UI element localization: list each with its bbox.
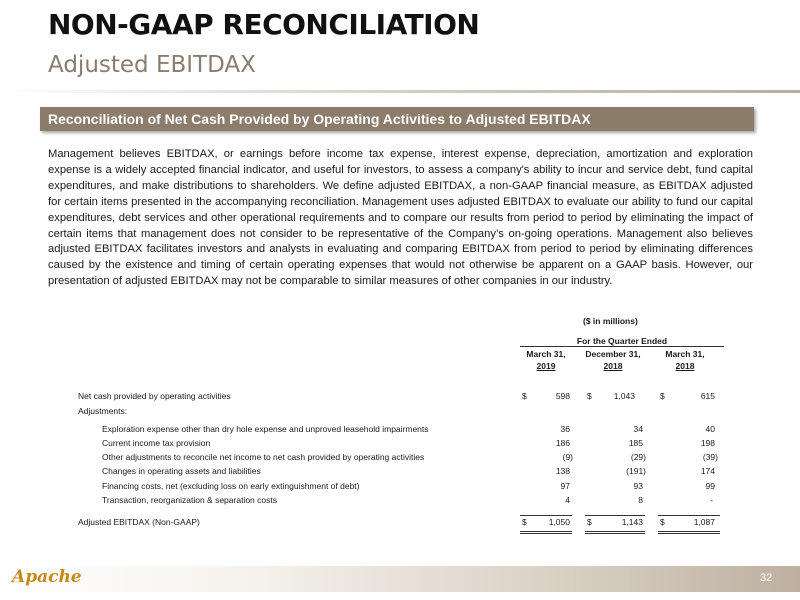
value-q1-2018: (39) bbox=[702, 452, 718, 462]
table-row-net-cash bbox=[0, 391, 800, 405]
page-number: 32 bbox=[760, 572, 773, 584]
units-label: ($ in millions) bbox=[583, 316, 638, 326]
row-label: Adjusted EBITDAX (Non-GAAP) bbox=[78, 517, 200, 527]
value-q1-2018: 99 bbox=[705, 481, 715, 491]
value-q1-2018: - bbox=[710, 495, 713, 505]
currency-sign: $ bbox=[660, 391, 665, 401]
value-q1-2019: 138 bbox=[555, 466, 570, 476]
table-row-total bbox=[0, 517, 800, 531]
value-q4-2018: (29) bbox=[630, 452, 646, 462]
row-label: Financing costs, net (excluding loss on early extinguishment of debt) bbox=[102, 481, 360, 491]
value-q4-2018: (191) bbox=[626, 466, 646, 476]
value-q1-2019: 186 bbox=[555, 438, 570, 448]
page-title: NON-GAAP RECONCILIATION bbox=[48, 8, 480, 41]
currency-sign: $ bbox=[587, 391, 592, 401]
row-label: Changes in operating assets and liabilities bbox=[102, 466, 261, 476]
table-row-adjustment bbox=[0, 452, 800, 466]
column-year: 2018 bbox=[675, 361, 695, 371]
column-date: March 31, bbox=[526, 349, 566, 359]
section-banner-text: Reconciliation of Net Cash Provided by Operating Activities to Adjusted EBITDAX bbox=[48, 111, 591, 127]
value-q1-2018: 174 bbox=[700, 466, 715, 476]
column-header-q4-2018 bbox=[581, 348, 645, 372]
page-subtitle: Adjusted EBITDAX bbox=[48, 52, 256, 78]
value-q1-2018: 615 bbox=[700, 391, 715, 401]
currency-sign: $ bbox=[660, 517, 665, 527]
value-q4-2018: 8 bbox=[638, 495, 643, 505]
value-q4-2018: 34 bbox=[633, 424, 643, 434]
description-paragraph: Management believes EBITDAX, or earnings before income tax expense, interest expense, depreciation, amortization and exploration expense is a widely accepted financial indicator, and useful for investors, to assess a company's ability to incur and service debt, fund capital expenditures, and make distributions to shareholders. We define adjusted EBITDAX, a non-GAAP financial measure, as EBITDAX adjusted for certain items presented in the accompanying reconciliation. Management uses adjusted EBITDAX to evaluate our ability to fund our capital expenditures, debt services and other operational requirements and to compare our results from period to period by eliminating the impact of certain items that management does not consider to be representative of the Company’s on-going operations. Management also believes adjusted EBITDAX facilitates investors and analysts in evaluating and comparing EBITDAX from period to period by eliminating differences caused by the existence and timing of certain operating expenses that would not otherwise be apparent on a GAAP basis. However, our presentation of adjusted EBITDAX may not be comparable to similar measures of other companies in our industry. bbox=[48, 148, 753, 288]
value-q1-2019: (9) bbox=[562, 452, 573, 462]
column-year: 2019 bbox=[536, 361, 556, 371]
value-q1-2019: 97 bbox=[560, 481, 570, 491]
period-header-rule bbox=[520, 346, 724, 347]
column-date: December 31, bbox=[585, 349, 641, 359]
value-q4-2018: 1,043 bbox=[613, 391, 635, 401]
column-date: March 31, bbox=[665, 349, 705, 359]
title-divider bbox=[0, 90, 800, 93]
value-q1-2019: 36 bbox=[560, 424, 570, 434]
footer-bar bbox=[0, 566, 800, 592]
adjustments-heading-row bbox=[0, 406, 800, 420]
row-label: Current income tax provision bbox=[102, 438, 211, 448]
currency-sign: $ bbox=[522, 391, 527, 401]
table-row-adjustment bbox=[0, 466, 800, 480]
table-row-adjustment bbox=[0, 438, 800, 452]
row-label: Transaction, reorganization & separation costs bbox=[102, 495, 277, 505]
currency-sign: $ bbox=[522, 517, 527, 527]
value-q1-2019: 4 bbox=[565, 495, 570, 505]
value-q1-2018: 198 bbox=[700, 438, 715, 448]
table-row-adjustment bbox=[0, 424, 800, 438]
column-header-q1-2018 bbox=[653, 348, 717, 372]
total-q1-2018: 1,087 bbox=[693, 517, 715, 527]
total-q4-2018: 1,143 bbox=[621, 517, 643, 527]
row-label: Exploration expense other than dry hole expense and unproved leasehold impairments bbox=[102, 424, 429, 434]
table-row-adjustment bbox=[0, 495, 800, 509]
period-header: For the Quarter Ended bbox=[576, 336, 668, 346]
column-year: 2018 bbox=[603, 361, 623, 371]
row-label: Other adjustments to reconcile net income to net cash provided by operating activities bbox=[102, 452, 425, 462]
value-q1-2019: 598 bbox=[555, 391, 570, 401]
currency-sign: $ bbox=[587, 517, 592, 527]
total-q1-2019: 1,050 bbox=[548, 517, 570, 527]
adjustments-label: Adjustments: bbox=[78, 406, 128, 416]
column-header-q1-2019 bbox=[514, 348, 578, 372]
section-banner bbox=[40, 107, 754, 131]
value-q4-2018: 93 bbox=[633, 481, 643, 491]
table-row-adjustment bbox=[0, 481, 800, 495]
value-q4-2018: 185 bbox=[628, 438, 643, 448]
value-q1-2018: 40 bbox=[705, 424, 715, 434]
company-logo: Apache bbox=[12, 567, 82, 587]
row-label: Net cash provided by operating activities bbox=[78, 391, 231, 401]
